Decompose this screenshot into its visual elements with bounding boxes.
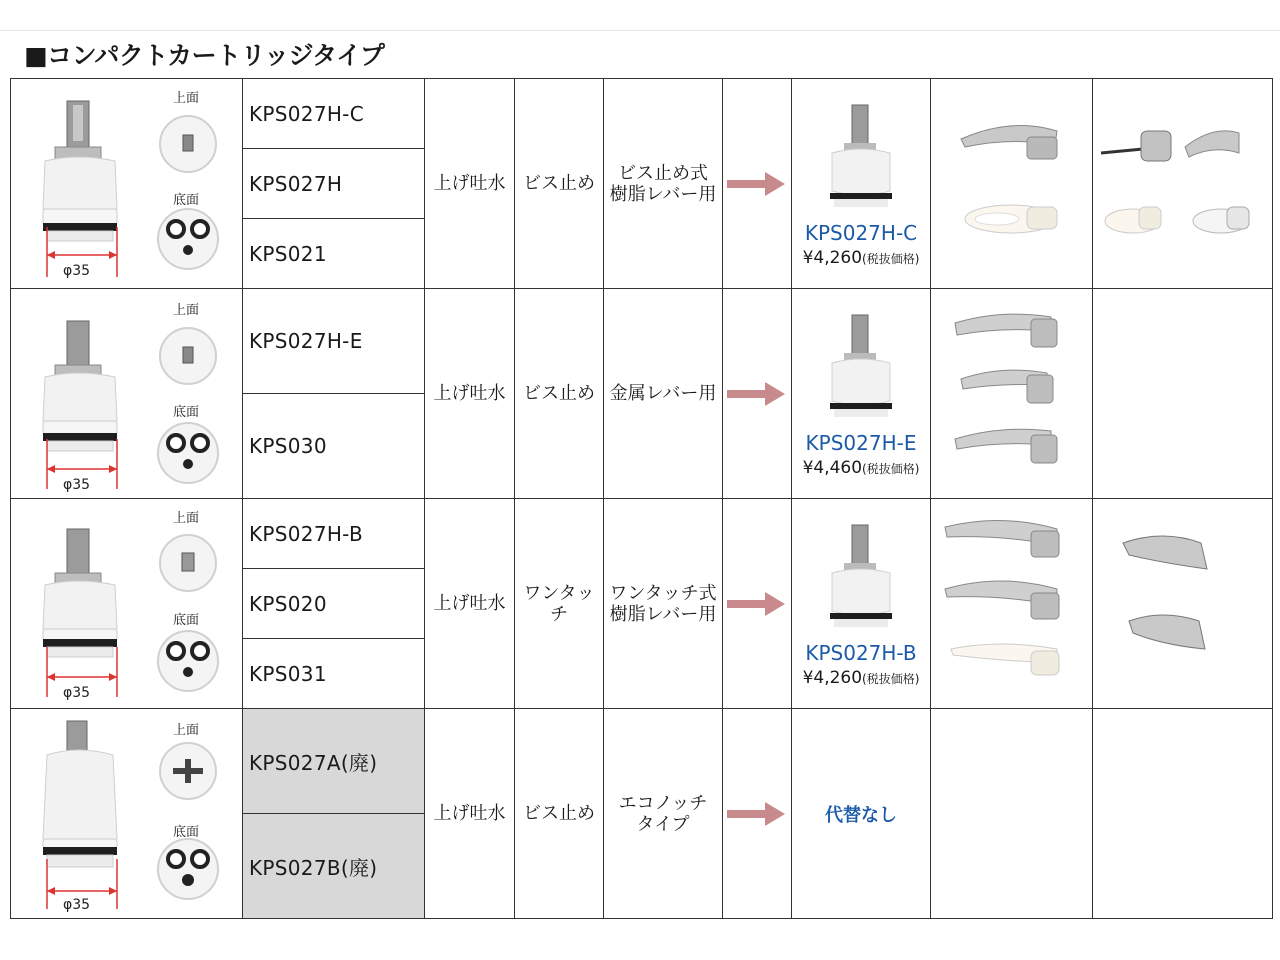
lever-type <box>604 289 723 499</box>
table-row <box>11 709 1273 919</box>
replacement-cell <box>792 499 931 709</box>
model-name: KPS027H-E <box>249 329 363 353</box>
model-name: KPS027H-B <box>249 521 364 546</box>
price-tax-note: (税抜価格) <box>862 462 920 476</box>
replacement-price <box>792 458 930 478</box>
lever-type <box>604 79 723 289</box>
replacement-price <box>792 668 930 688</box>
spout-type: 上げ吐水 <box>425 79 515 289</box>
price-tax-note: (税抜価格) <box>862 672 920 686</box>
replacement-model: KPS027H-E <box>805 431 917 455</box>
replacement-none: 代替なし <box>792 709 931 919</box>
model-cell <box>243 289 425 499</box>
model-name: KPS027A(廃) <box>243 709 424 813</box>
page-title: ■コンパクトカートリッジタイプ <box>24 41 385 70</box>
arrow-icon <box>723 379 791 409</box>
cartridge-icon <box>11 499 242 708</box>
replacement-cartridge-icon <box>792 99 930 219</box>
top-view-label: 上面 <box>173 723 200 738</box>
model-name: KPS027B(廃) <box>243 813 424 918</box>
model-cell <box>243 499 425 709</box>
table-row <box>11 499 1273 709</box>
empty-cell <box>1093 709 1273 919</box>
lever-type-line: ビス止め式 <box>618 162 708 184</box>
diameter-label: φ35 <box>63 897 91 913</box>
lever-image-icon <box>931 499 1092 708</box>
spout-type: 上げ吐水 <box>425 289 515 499</box>
top-divider <box>0 30 1280 31</box>
diameter-label: φ35 <box>63 685 91 701</box>
cartridge-icon <box>11 289 242 498</box>
table-row <box>11 289 1273 499</box>
cartridge-table <box>10 78 1273 919</box>
fixing-type: ワンタッチ <box>515 499 604 709</box>
model-name: KPS020 <box>243 568 424 638</box>
spout-type: 上げ吐水 <box>425 709 515 919</box>
lever-type-line: 樹脂レバー用 <box>609 183 717 205</box>
bottom-view-label: 底面 <box>173 613 200 628</box>
arrow-cell <box>723 499 792 709</box>
price-value: ¥4,260 <box>802 248 863 268</box>
table-row <box>11 79 1273 289</box>
model-name: KPS021 <box>243 218 424 288</box>
arrow-cell <box>723 289 792 499</box>
diameter-label: φ35 <box>63 477 91 493</box>
arrow-cell <box>723 79 792 289</box>
top-view-label: 上面 <box>173 91 200 106</box>
bottom-view-label: 底面 <box>173 825 200 840</box>
fixing-type: ビス止め <box>515 79 604 289</box>
bottom-view-label: 底面 <box>173 193 200 208</box>
empty-cell <box>1093 289 1273 499</box>
price-tax-note: (税抜価格) <box>862 252 920 266</box>
price-value: ¥4,260 <box>802 668 863 688</box>
top-view-label: 上面 <box>173 511 200 526</box>
model-cell <box>243 79 425 289</box>
replacement-model: KPS027H-B <box>805 641 917 665</box>
lever-type-line: 金属レバー用 <box>609 383 717 404</box>
lever-image-cell <box>931 499 1093 709</box>
model-name: KPS031 <box>243 638 424 708</box>
cartridge-image-cell <box>11 709 243 919</box>
model-cell <box>243 709 425 919</box>
bottom-view-label: 底面 <box>173 405 200 420</box>
lever-image-cell <box>1093 499 1273 709</box>
lever-image-icon <box>1093 79 1272 288</box>
lever-type <box>604 499 723 709</box>
diameter-label: φ35 <box>63 263 91 279</box>
cartridge-image-cell <box>11 79 243 289</box>
spout-type: 上げ吐水 <box>425 499 515 709</box>
lever-type-line: エコノッチ <box>618 792 708 814</box>
lever-image-cell <box>1093 79 1273 289</box>
replacement-model: KPS027H-C <box>804 221 918 245</box>
cartridge-image-cell <box>11 499 243 709</box>
lever-type-line: タイプ <box>636 813 690 835</box>
replacement-cell <box>792 79 931 289</box>
top-view-label: 上面 <box>173 303 200 318</box>
cartridge-icon <box>11 709 242 918</box>
cartridge-image-cell <box>11 289 243 499</box>
fixing-type: ビス止め <box>515 709 604 919</box>
lever-image-icon <box>1093 499 1272 708</box>
replacement-cell <box>792 289 931 499</box>
arrow-icon <box>723 589 791 619</box>
cartridge-icon <box>11 79 242 288</box>
price-value: ¥4,460 <box>802 458 863 478</box>
lever-image-cell <box>931 289 1093 499</box>
lever-image-icon <box>931 79 1092 288</box>
lever-type-line: ワンタッチ式 <box>609 582 717 604</box>
lever-type <box>604 709 723 919</box>
fixing-type: ビス止め <box>515 289 604 499</box>
arrow-icon <box>723 169 791 199</box>
replacement-cartridge-icon <box>792 309 930 429</box>
model-name: KPS027H <box>243 148 424 218</box>
empty-cell <box>931 709 1093 919</box>
lever-image-icon <box>931 289 1092 498</box>
lever-type-line: 樹脂レバー用 <box>609 603 717 625</box>
replacement-price <box>792 248 930 268</box>
model-name: KPS030 <box>243 393 424 498</box>
lever-image-cell <box>931 79 1093 289</box>
arrow-cell <box>723 709 792 919</box>
model-name: KPS027H-C <box>249 101 364 126</box>
arrow-icon <box>723 799 791 829</box>
replacement-cartridge-icon <box>792 519 930 639</box>
